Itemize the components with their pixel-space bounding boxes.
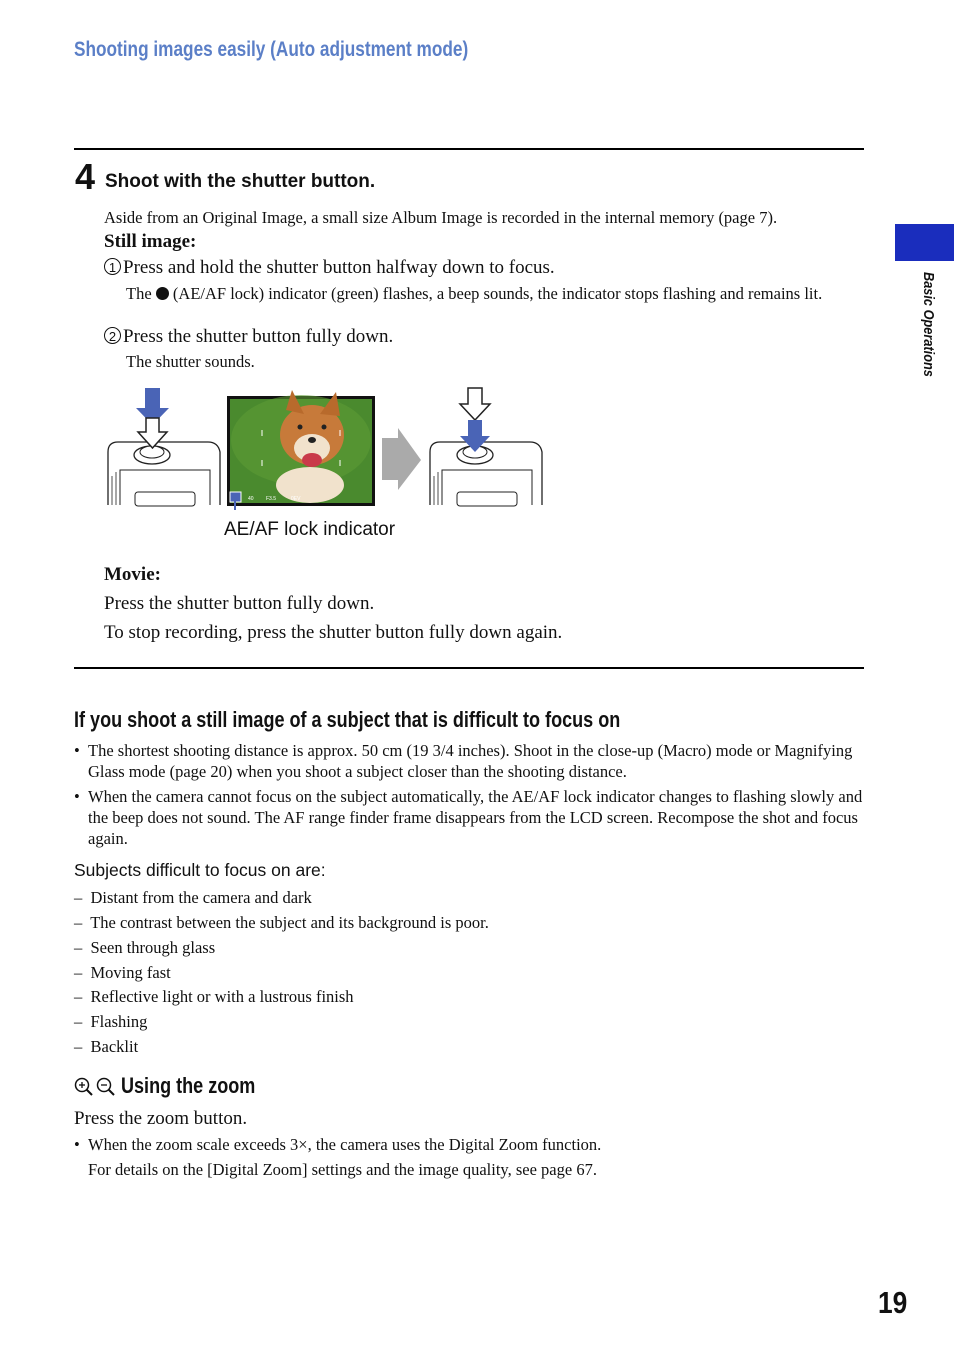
camera-top-icon — [108, 442, 220, 506]
list-item: • The shortest shooting distance is approx. 50 cm (19 3/4 inches). Shoot in the close-up (Macro) mode or Magnifying Glass mode (page 20) when you shoot a subject closer than the shooting distance. — [74, 740, 864, 782]
subjects-heading: Subjects difficult to focus on are: — [74, 860, 326, 880]
zoom-bullet-line-2: For details on the [Digital Zoom] settings and the image quality, see page 67. — [88, 1160, 597, 1179]
lcd-iso: 40 — [248, 496, 254, 502]
still-step-2-note: The shutter sounds. — [126, 352, 255, 371]
step-1-marker: 1 — [104, 258, 121, 275]
divider-bottom — [74, 667, 864, 669]
item-text: Distant from the camera and dark — [90, 888, 312, 907]
lcd-ev: 0EV — [291, 496, 301, 502]
list-item: – The contrast between the subject and its background is poor. — [74, 913, 489, 932]
list-item: – Distant from the camera and dark — [74, 888, 312, 907]
figure-caption: AE/AF lock indicator — [224, 519, 396, 540]
item-text: Moving fast — [90, 963, 171, 982]
item-text: Backlit — [90, 1037, 139, 1056]
zoom-out-icon — [98, 1079, 115, 1096]
down-arrow-icon — [136, 388, 169, 448]
item-text: The contrast between the subject and its background is poor. — [90, 913, 489, 932]
still-step-2 — [104, 325, 393, 349]
shutter-illustration — [100, 380, 560, 510]
right-arrow-icon — [382, 428, 421, 490]
zoom-in-icon — [76, 1079, 93, 1096]
list-item: – Flashing — [74, 1012, 148, 1031]
still-step-1-text: Press and hold the shutter button halfway down to focus. — [123, 257, 555, 278]
movie-line-1: Press the shutter button fully down. — [104, 593, 375, 614]
lcd-screen — [227, 390, 375, 506]
step-intro: Aside from an Original Image, a small size Album Image is recorded in the internal memory (page 7). — [104, 208, 778, 227]
zoom-text: Press the zoom button. — [74, 1108, 248, 1129]
item-text: Reflective light or with a lustrous finish — [90, 987, 354, 1006]
bullet-text: The shortest shooting distance is approx. 50 cm (19 3/4 inches). Shoot in the close-up (Macro) mode or Magnifying Glass mode (page 20) when you shoot a subject closer than the shooting distance. — [88, 741, 853, 781]
ae-af-lock-dot-icon — [156, 287, 169, 300]
lcd-aperture: F3.5 — [266, 496, 277, 502]
still-heading: Still image: — [104, 231, 197, 252]
zoom-icons — [74, 1076, 118, 1098]
zoom-bullet-line-1: When the zoom scale exceeds 3×, the camera uses the Digital Zoom function. — [88, 1135, 602, 1154]
list-item: – Reflective light or with a lustrous finish — [74, 987, 354, 1006]
section-tab-label: Basic Operations — [920, 272, 937, 377]
zoom-heading: Using the zoom — [121, 1073, 256, 1098]
still-step-2-text: Press the shutter button fully down. — [123, 326, 394, 347]
section-tab — [895, 224, 954, 261]
step-number: 4 — [75, 156, 96, 197]
still-step-1 — [104, 256, 555, 280]
list-item: – Moving fast — [74, 963, 171, 982]
movie-heading: Movie: — [104, 564, 161, 585]
list-item: • When the camera cannot focus on the subject automatically, the AE/AF lock indicator changes to flashing slowly and the beep does not sound. The AF range finder frame disappears from the LCD screen. Recompose the shot and focus again. — [74, 787, 863, 848]
step-2-marker: 2 — [104, 327, 121, 344]
item-text: Seen through glass — [90, 938, 216, 957]
header-title: Shooting images easily (Auto adjustment mode) — [74, 38, 469, 61]
list-item: • When the zoom scale exceeds 3×, the camera uses the Digital Zoom function. For details on the [Digital Zoom] settings and the image quality, see page 67. — [74, 1134, 864, 1180]
note-prefix: The — [126, 284, 152, 303]
step-title: Shoot with the shutter button. — [105, 171, 376, 192]
list-item: – Seen through glass — [74, 938, 216, 957]
camera-top-icon — [430, 442, 542, 506]
movie-line-2: To stop recording, press the shutter button fully down again. — [104, 622, 563, 643]
list-item: – Backlit — [74, 1037, 139, 1056]
bullet-text: When the camera cannot focus on the subject automatically, the AE/AF lock indicator changes to flashing slowly and the beep does not sound. The AF range finder frame disappears from the LCD screen. Recompose the shot and focus again. — [88, 787, 863, 848]
note-body: (AE/AF lock) indicator (green) flashes, a beep sounds, the indicator stops flashing and remains lit. — [172, 284, 823, 303]
divider-top — [74, 148, 864, 150]
page-number: 19 — [878, 1285, 908, 1320]
still-step-1-note — [126, 283, 846, 304]
item-text: Flashing — [90, 1012, 148, 1031]
focus-heading: If you shoot a still image of a subject that is difficult to focus on — [74, 707, 621, 732]
